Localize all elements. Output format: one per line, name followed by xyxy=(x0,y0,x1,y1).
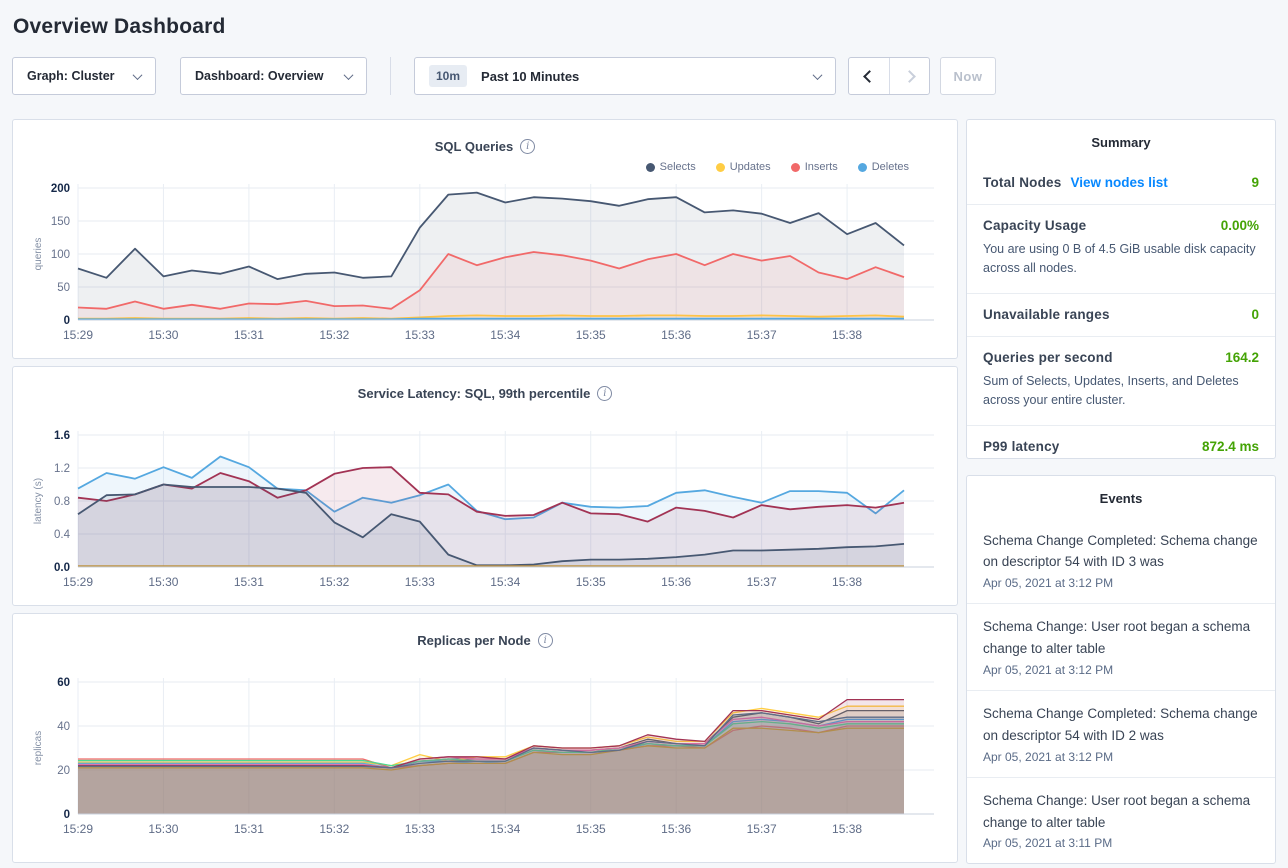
svg-text:15:36: 15:36 xyxy=(661,328,692,342)
graph-dropdown[interactable] xyxy=(12,57,156,95)
svg-text:15:37: 15:37 xyxy=(746,575,777,589)
svg-text:15:30: 15:30 xyxy=(148,822,179,836)
svg-text:15:36: 15:36 xyxy=(661,822,692,836)
svg-text:15:30: 15:30 xyxy=(148,328,179,342)
svg-text:60: 60 xyxy=(57,677,70,689)
summary-panel xyxy=(966,119,1276,459)
events-panel xyxy=(966,475,1276,865)
service-latency-chart-panel xyxy=(12,366,958,606)
legend-dot xyxy=(646,163,655,172)
prev-range-button[interactable] xyxy=(849,58,889,94)
svg-text:15:38: 15:38 xyxy=(832,575,863,589)
svg-text:150: 150 xyxy=(50,216,70,228)
svg-text:replicas: replicas xyxy=(33,730,44,766)
svg-text:15:31: 15:31 xyxy=(233,822,264,836)
svg-text:15:29: 15:29 xyxy=(62,328,94,342)
chevron-down-icon xyxy=(813,70,823,80)
events-title: Events xyxy=(1099,490,1143,506)
page-title: Overview Dashboard xyxy=(13,15,226,38)
dashboard-dropdown[interactable] xyxy=(180,57,367,95)
qps-label: Queries per second xyxy=(983,349,1113,365)
summary-row-total-nodes xyxy=(967,162,1275,204)
event-timestamp: Apr 05, 2021 at 3:12 PM xyxy=(983,749,1114,764)
legend-item-selects[interactable]: Selects xyxy=(646,161,696,173)
next-range-button[interactable] xyxy=(889,58,929,94)
summary-row-capacity xyxy=(967,204,1275,293)
time-range-label: Past 10 Minutes xyxy=(481,68,580,84)
total-nodes-label: Total Nodes xyxy=(983,175,1062,190)
chevron-right-icon xyxy=(903,70,916,83)
total-nodes-value: 9 xyxy=(1251,175,1259,190)
svg-text:15:29: 15:29 xyxy=(62,822,94,836)
dashboard-toolbar xyxy=(0,57,1288,95)
svg-text:15:35: 15:35 xyxy=(575,328,606,342)
info-icon[interactable] xyxy=(597,386,612,401)
chevron-left-icon xyxy=(863,70,876,83)
event-timestamp: Apr 05, 2021 at 3:11 PM xyxy=(983,836,1113,851)
svg-text:40: 40 xyxy=(57,721,70,733)
now-button[interactable]: Now xyxy=(940,57,996,95)
view-nodes-list-link[interactable]: View nodes list xyxy=(1070,175,1168,190)
p99-latency-value: 872.4 ms xyxy=(1201,438,1259,454)
charts-column xyxy=(12,119,958,863)
svg-text:1.6: 1.6 xyxy=(54,430,70,442)
event-list-item xyxy=(967,518,1275,604)
event-list-item xyxy=(967,777,1275,864)
svg-text:15:31: 15:31 xyxy=(233,328,264,342)
legend-dot xyxy=(858,163,867,172)
svg-text:15:31: 15:31 xyxy=(233,575,264,589)
event-text: Schema Change Completed: Schema change on descriptor 54 with ID 2 was xyxy=(983,705,1258,743)
svg-text:0: 0 xyxy=(63,809,70,821)
svg-text:15:38: 15:38 xyxy=(832,328,863,342)
svg-text:15:35: 15:35 xyxy=(575,575,606,589)
event-list-item xyxy=(967,690,1275,777)
p99-latency-label: P99 latency xyxy=(983,438,1060,454)
legend-dot xyxy=(791,163,800,172)
legend-item-updates[interactable]: Updates xyxy=(716,161,771,173)
event-timestamp: Apr 05, 2021 at 3:12 PM xyxy=(983,662,1114,677)
summary-row-p99 xyxy=(967,425,1275,458)
svg-text:0: 0 xyxy=(63,315,70,327)
svg-text:20: 20 xyxy=(57,765,70,777)
svg-text:0.8: 0.8 xyxy=(54,496,70,508)
event-text: Schema Change Completed: Schema change on descriptor 54 with ID 3 was xyxy=(983,532,1258,570)
svg-text:15:37: 15:37 xyxy=(746,328,777,342)
toolbar-divider xyxy=(390,57,391,95)
svg-text:0.0: 0.0 xyxy=(54,562,70,574)
chevron-down-icon xyxy=(133,70,143,80)
sql-queries-chart[interactable] xyxy=(28,180,942,354)
svg-text:200: 200 xyxy=(50,183,70,195)
svg-text:15:33: 15:33 xyxy=(404,328,435,342)
svg-text:15:34: 15:34 xyxy=(490,822,521,836)
svg-text:15:35: 15:35 xyxy=(575,822,606,836)
summary-row-unavailable-ranges xyxy=(967,293,1275,336)
chart-title: Service Latency: SQL, 99th percentile xyxy=(357,385,591,401)
chevron-down-icon xyxy=(344,70,354,80)
graph-dropdown-label: Graph: Cluster xyxy=(27,69,115,83)
capacity-usage-value: 0.00% xyxy=(1220,218,1259,233)
svg-text:15:37: 15:37 xyxy=(746,822,777,836)
replicas-per-node-chart[interactable] xyxy=(28,674,942,848)
replicas-per-node-chart-panel xyxy=(12,613,958,863)
legend-item-inserts[interactable]: Inserts xyxy=(791,161,838,173)
capacity-usage-label: Capacity Usage xyxy=(983,218,1087,233)
svg-text:15:34: 15:34 xyxy=(490,575,521,589)
legend-item-deletes[interactable]: Deletes xyxy=(858,161,909,173)
time-range-picker[interactable] xyxy=(414,57,836,95)
svg-text:1.2: 1.2 xyxy=(54,463,70,475)
svg-text:15:36: 15:36 xyxy=(661,575,692,589)
svg-text:15:38: 15:38 xyxy=(832,822,863,836)
unavailable-ranges-label: Unavailable ranges xyxy=(983,306,1110,322)
time-range-badge: 10m xyxy=(429,65,467,87)
info-icon[interactable] xyxy=(520,139,535,154)
svg-text:latency (s): latency (s) xyxy=(33,477,44,525)
qps-value: 164.2 xyxy=(1225,349,1259,365)
capacity-usage-description: You are using 0 B of 4.5 GiB usable disk capacity across all nodes. xyxy=(983,242,1256,276)
svg-text:50: 50 xyxy=(57,282,70,294)
svg-text:15:33: 15:33 xyxy=(404,822,435,836)
event-text: Schema Change: User root began a schema change to alter table xyxy=(983,619,1251,657)
event-list-item xyxy=(967,603,1275,690)
svg-text:0.4: 0.4 xyxy=(54,529,70,541)
unavailable-ranges-value: 0 xyxy=(1251,306,1259,322)
sql-queries-chart-panel xyxy=(12,119,958,359)
svg-text:15:30: 15:30 xyxy=(148,575,179,589)
summary-row-qps xyxy=(967,336,1275,425)
svg-text:100: 100 xyxy=(50,249,70,261)
svg-text:15:32: 15:32 xyxy=(319,328,350,342)
chart-title: SQL Queries xyxy=(434,138,514,154)
event-timestamp: Apr 05, 2021 at 3:12 PM xyxy=(983,576,1114,591)
chart-legend xyxy=(646,161,909,173)
chart-title: Replicas per Node xyxy=(417,632,531,648)
svg-text:15:32: 15:32 xyxy=(319,575,350,589)
svg-text:15:32: 15:32 xyxy=(319,822,350,836)
dashboard-dropdown-label: Dashboard: Overview xyxy=(195,69,324,83)
time-range-arrows xyxy=(848,57,930,95)
svg-text:queries: queries xyxy=(33,237,44,271)
event-text: Schema Change: User root began a schema change to alter table xyxy=(983,792,1251,830)
svg-text:15:34: 15:34 xyxy=(490,328,521,342)
svg-text:15:29: 15:29 xyxy=(62,575,94,589)
qps-description: Sum of Selects, Updates, Inserts, and Deletes across your entire cluster. xyxy=(983,373,1239,408)
svg-text:15:33: 15:33 xyxy=(404,575,435,589)
summary-title: Summary xyxy=(1091,135,1151,150)
legend-dot xyxy=(716,163,725,172)
service-latency-chart[interactable] xyxy=(28,427,942,601)
side-column xyxy=(966,119,1276,864)
info-icon[interactable] xyxy=(538,633,553,648)
